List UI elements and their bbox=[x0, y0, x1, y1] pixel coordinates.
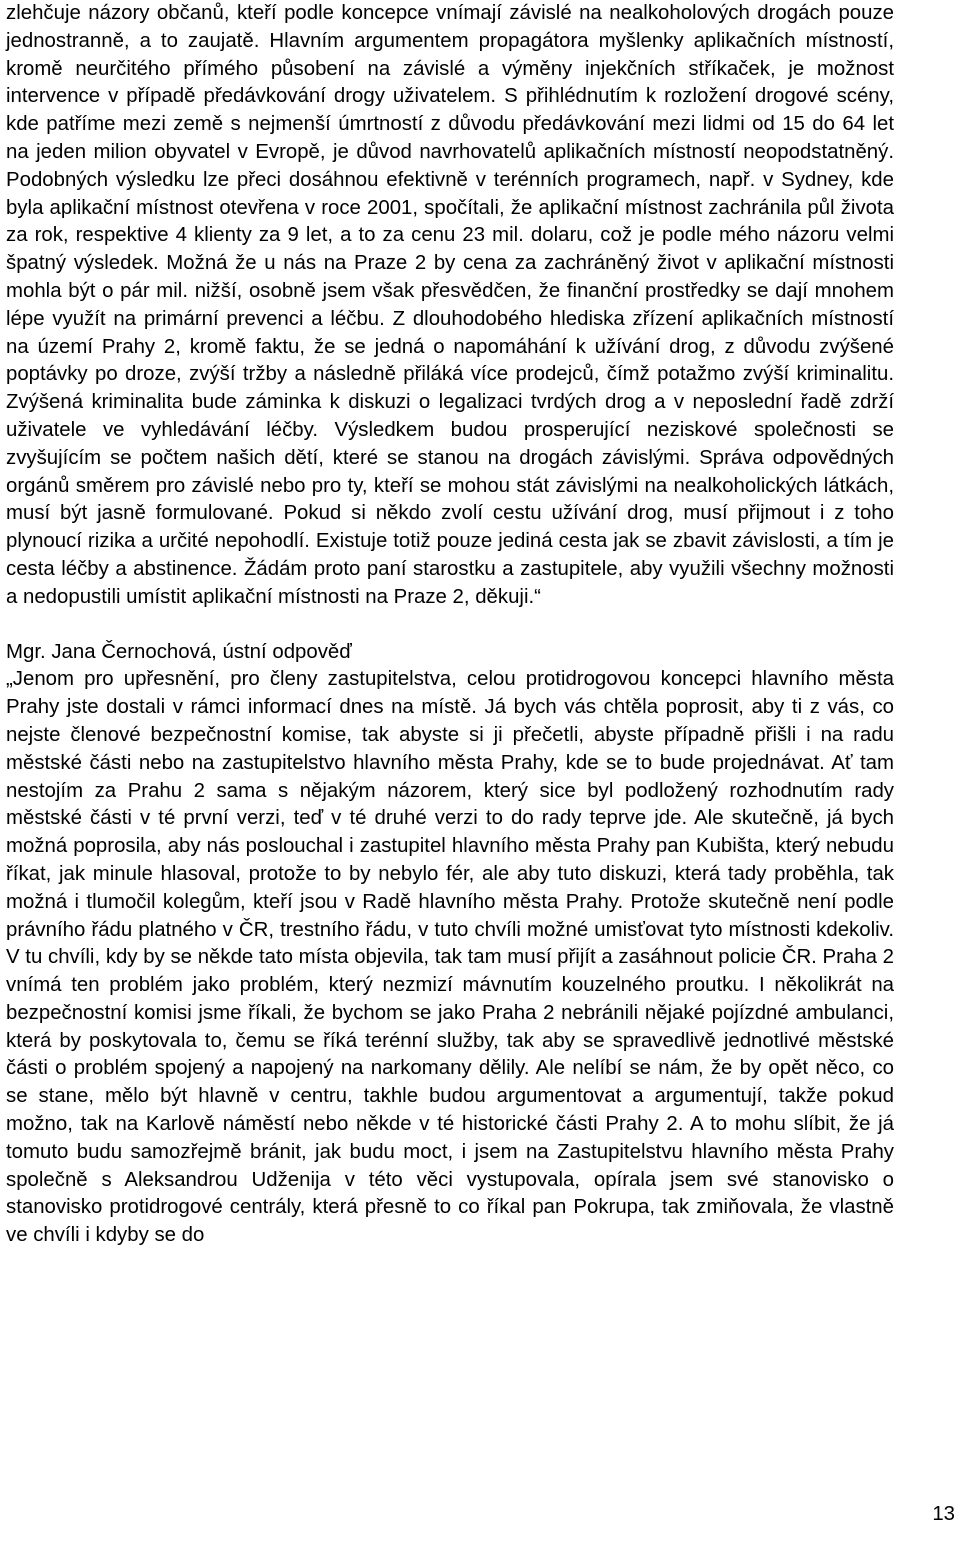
response-paragraph: „Jenom pro upřesnění, pro členy zastupitelstva, celou protidrogovou koncepci hlavního města Prahy jste dostali v rámci informací dnes na místě. Já bych vás chtěla poprosit, aby ti z vás, co nejste členové bezpečnostní komise, tak abyste si ji přečetli, abyste případně přišli i na radu městské části nebo na zastupitelstvo hlavního města Prahy, kde se to bude projednávat. Ať tam nestojím za Prahu 2 sama s nějakým názorem, který sice byl podložený rozhodnutím rady městské části v té první verzi, teď v té druhé verzi to do rady teprve jde. Ale skutečně, já bych možná poprosila, aby nás poslouchal i zastupitel hlavního města Prahy pan Kubišta, který nebudu říkat, jak minule hlasoval, protože to by nebylo fér, ale aby tuto diskuzi, která tady proběhla, tak možná i tlumočil kolegům, kteří jsou v Radě hlavního města Prahy. Protože skutečně není podle právního řádu platného v ČR, trestního řádu, v tuto chvíli možné umisťovat tyto místnosti kdekoliv. V tu chvíli, kdy by se někde tato místa objevila, tak tam musí přijít a zasáhnout policie ČR. Praha 2 vnímá ten problém jako problém, který nezmizí mávnutím kouzelného proutku. I několikrát na bezpečnostní komisi jsme říkali, že bychom se jako Praha 2 nebránili nějaké pojízdné ambulanci, která by poskytovala to, čemu se říká terénní služby, tak aby se spravedlivě jednotlivé městské části o problém spojený a napojený na narkomany dělily. Ale nelíbí se nám, že by opět něco, co se stane, mělo být hlavně v centru, takhle budou argumentovat a argumentují, takže pokud možno, tak na Karlově náměstí nebo někde v té historické části Prahy 2. A to mohu slíbit, že já tomuto budu samozřejmě bránit, jak budu moct, i jsem na Zastupitelstvu hlavního města Prahy společně s Aleksandrou Udženija v této věci vystupovala, opírala jsem své stanovisko o stanovisko protidrogové centrály, která přesně to co říkal pan Pokrupa, tak zmiňovala, že vlastně ve chvíli i kdyby se do bbox=[6, 668, 894, 1247]
speaker-heading: Mgr. Jana Černochová, ústní odpověď bbox=[6, 640, 352, 663]
page-number: 13 bbox=[932, 1503, 955, 1525]
statement-paragraph: zlehčuje názory občanů, kteří podle koncepce vnímají závislé na nealkoholových drogách pouze jednostranně, a to zaujatě. Hlavním argumentem propagátora myšlenky aplikačních místností, kromě neurčitého přímého působení na závislé a výměny injekčních stříkaček, je možnost intervence v případě předávkování drogy uživatelem. S přihlédnutím k rozložení drogové scény, kde patříme mezi země s nejmenší úmrtností z důvodu předávkování mezi lidmi od 15 do 64 let na jeden milion obyvatel v Evropě, je důvod navrhovatelů aplikačních místností neopodstatněný. Podobných výsledku lze přeci dosáhnou efektivně v terénních programech, např. v Sydney, kde byla aplikační místnost otevřena v roce 2001, spočítali, že aplikační místnost zachránila půl života za rok, respektive 4 klienty za 9 let, a to za cenu 23 mil. dolaru, což je podle mého názoru velmi špatný výsledek. Možná že u nás na Praze 2 by cena za zachráněný život v aplikační místnosti mohla být o pár mil. nižší, osobně jsem však přesvědčen, že finanční prostředky se dají mnohem lépe využít na primární prevenci a léčbu. Z dlouhodobého hlediska zřízení aplikačních místností na území Prahy 2, kromě faktu, že se jedná o napomáhání k užívání drog, z důvodu zvýšené poptávky po droze, zvýší tržby a následně přiláká více prodejců, čímž potažmo zvýší kriminalitu. Zvýšená kriminalita bude záminka k diskuzi o legalizaci tvrdých drog a v neposlední řadě zdrží uživatele ve vyhledávání léčby. Výsledkem budou prosperující neziskové společnosti se zvyšujícím se počtem našich dětí, které se stanou na drogách závislými. Správa odpovědných orgánů směrem pro závislé nebo pro ty, kteří se mohou stát závislými na nealkoholických látkách, musí být jasně formulované. Pokud si někdo zvolí cestu užívání drog, musí přijmout i z toho plynoucí rizika a určité nepohodlí. Existuje totiž pouze jediná cesta jak se zbavit závislosti, a tím je cesta léčby a abstinence. Žádám proto paní starostku a zastupitele, aby využili všechny možnosti a nedopustili umístit aplikační místnosti na Praze 2, děkuji.“ bbox=[6, 2, 894, 608]
document-body bbox=[6, 0, 894, 1250]
